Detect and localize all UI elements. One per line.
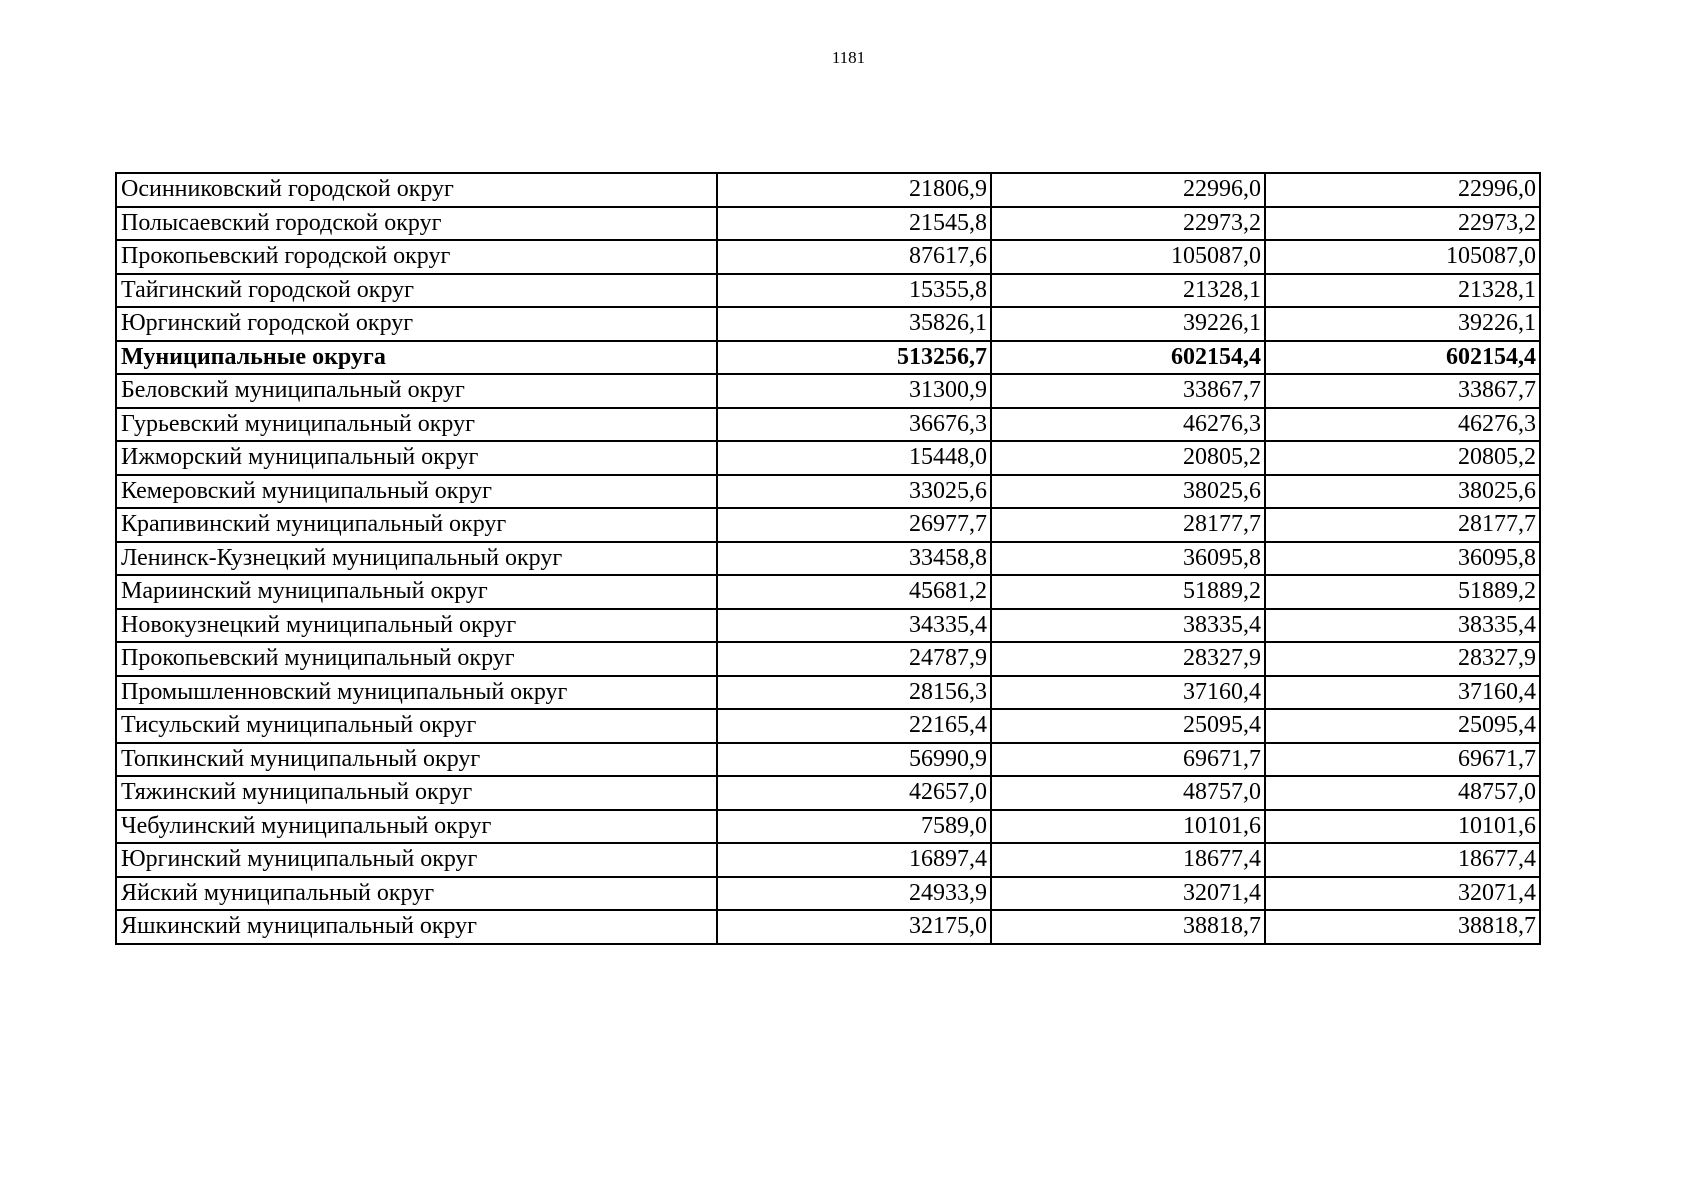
cell-municipality-name: Полысаевский городской округ <box>116 207 717 241</box>
table-row <box>116 843 1540 877</box>
table-row <box>116 609 1540 643</box>
table-row <box>116 274 1540 308</box>
table-row <box>116 642 1540 676</box>
cell-value-1: 32175,0 <box>717 910 991 944</box>
cell-municipality-name: Юргинский городской округ <box>116 307 717 341</box>
cell-value-1: 56990,9 <box>717 743 991 777</box>
cell-value-1: 35826,1 <box>717 307 991 341</box>
cell-value-3: 51889,2 <box>1265 575 1540 609</box>
cell-value-2: 22996,0 <box>991 173 1265 207</box>
cell-municipality-name: Гурьевский муниципальный округ <box>116 408 717 442</box>
cell-value-1: 16897,4 <box>717 843 991 877</box>
cell-value-3: 602154,4 <box>1265 341 1540 375</box>
cell-municipality-name: Тайгинский городской округ <box>116 274 717 308</box>
cell-value-3: 28327,9 <box>1265 642 1540 676</box>
cell-value-2: 20805,2 <box>991 441 1265 475</box>
cell-value-3: 18677,4 <box>1265 843 1540 877</box>
cell-value-1: 22165,4 <box>717 709 991 743</box>
cell-value-2: 48757,0 <box>991 776 1265 810</box>
cell-value-3: 38818,7 <box>1265 910 1540 944</box>
cell-value-3: 20805,2 <box>1265 441 1540 475</box>
cell-municipality-name: Прокопьевский муниципальный округ <box>116 642 717 676</box>
table-row <box>116 374 1540 408</box>
table-row <box>116 475 1540 509</box>
page-number: 1181 <box>831 48 866 67</box>
cell-value-2: 28327,9 <box>991 642 1265 676</box>
cell-municipality-name: Яйский муниципальный округ <box>116 877 717 911</box>
cell-value-3: 38335,4 <box>1265 609 1540 643</box>
cell-value-2: 69671,7 <box>991 743 1265 777</box>
cell-value-1: 28156,3 <box>717 676 991 710</box>
cell-value-2: 46276,3 <box>991 408 1265 442</box>
cell-value-3: 37160,4 <box>1265 676 1540 710</box>
cell-municipality-name: Яшкинский муниципальный округ <box>116 910 717 944</box>
cell-municipality-name: Ленинск-Кузнецкий муниципальный округ <box>116 542 717 576</box>
table-row-subtotal <box>116 341 1540 375</box>
cell-value-3: 28177,7 <box>1265 508 1540 542</box>
table-row <box>116 910 1540 944</box>
cell-value-2: 18677,4 <box>991 843 1265 877</box>
budget-table <box>115 172 1541 945</box>
table-row <box>116 173 1540 207</box>
cell-municipality-name: Мариинский муниципальный округ <box>116 575 717 609</box>
cell-value-1: 21545,8 <box>717 207 991 241</box>
cell-value-2: 38818,7 <box>991 910 1265 944</box>
table-row <box>116 676 1540 710</box>
cell-value-3: 10101,6 <box>1265 810 1540 844</box>
cell-value-3: 39226,1 <box>1265 307 1540 341</box>
cell-municipality-name: Чебулинский муниципальный округ <box>116 810 717 844</box>
cell-value-3: 36095,8 <box>1265 542 1540 576</box>
cell-municipality-name: Крапивинский муниципальный округ <box>116 508 717 542</box>
cell-value-1: 7589,0 <box>717 810 991 844</box>
cell-municipality-name: Ижморский муниципальный округ <box>116 441 717 475</box>
cell-value-3: 105087,0 <box>1265 240 1540 274</box>
cell-value-2: 105087,0 <box>991 240 1265 274</box>
cell-value-3: 33867,7 <box>1265 374 1540 408</box>
cell-value-2: 33867,7 <box>991 374 1265 408</box>
cell-municipality-name: Новокузнецкий муниципальный округ <box>116 609 717 643</box>
cell-value-2: 37160,4 <box>991 676 1265 710</box>
table-row <box>116 743 1540 777</box>
cell-value-2: 39226,1 <box>991 307 1265 341</box>
cell-value-3: 32071,4 <box>1265 877 1540 911</box>
cell-municipality-name: Муниципальные округа <box>116 341 717 375</box>
cell-value-1: 24787,9 <box>717 642 991 676</box>
cell-municipality-name: Осинниковский городской округ <box>116 173 717 207</box>
cell-value-3: 38025,6 <box>1265 475 1540 509</box>
table-row <box>116 709 1540 743</box>
cell-value-3: 22973,2 <box>1265 207 1540 241</box>
cell-value-1: 33025,6 <box>717 475 991 509</box>
cell-municipality-name: Тисульский муниципальный округ <box>116 709 717 743</box>
cell-municipality-name: Тяжинский муниципальный округ <box>116 776 717 810</box>
table-row <box>116 207 1540 241</box>
table-row <box>116 508 1540 542</box>
table-row <box>116 575 1540 609</box>
cell-value-3: 48757,0 <box>1265 776 1540 810</box>
cell-value-1: 36676,3 <box>717 408 991 442</box>
cell-value-1: 34335,4 <box>717 609 991 643</box>
cell-value-3: 21328,1 <box>1265 274 1540 308</box>
cell-value-1: 21806,9 <box>717 173 991 207</box>
cell-municipality-name: Кемеровский муниципальный округ <box>116 475 717 509</box>
cell-value-1: 15448,0 <box>717 441 991 475</box>
cell-municipality-name: Беловский муниципальный округ <box>116 374 717 408</box>
cell-value-3: 46276,3 <box>1265 408 1540 442</box>
cell-value-2: 38335,4 <box>991 609 1265 643</box>
table-row <box>116 240 1540 274</box>
table-row <box>116 408 1540 442</box>
cell-value-3: 69671,7 <box>1265 743 1540 777</box>
table-row <box>116 810 1540 844</box>
cell-value-2: 51889,2 <box>991 575 1265 609</box>
cell-value-1: 45681,2 <box>717 575 991 609</box>
table-row <box>116 877 1540 911</box>
cell-value-1: 33458,8 <box>717 542 991 576</box>
cell-value-2: 602154,4 <box>991 341 1265 375</box>
cell-value-2: 25095,4 <box>991 709 1265 743</box>
table-row <box>116 307 1540 341</box>
table-body <box>116 173 1540 944</box>
cell-municipality-name: Прокопьевский городской округ <box>116 240 717 274</box>
cell-value-2: 32071,4 <box>991 877 1265 911</box>
cell-value-2: 28177,7 <box>991 508 1265 542</box>
cell-value-1: 513256,7 <box>717 341 991 375</box>
cell-value-1: 42657,0 <box>717 776 991 810</box>
cell-municipality-name: Промышленновский муниципальный округ <box>116 676 717 710</box>
cell-value-2: 22973,2 <box>991 207 1265 241</box>
cell-value-1: 24933,9 <box>717 877 991 911</box>
cell-value-1: 31300,9 <box>717 374 991 408</box>
table-row <box>116 776 1540 810</box>
cell-value-2: 21328,1 <box>991 274 1265 308</box>
cell-value-1: 26977,7 <box>717 508 991 542</box>
cell-municipality-name: Топкинский муниципальный округ <box>116 743 717 777</box>
cell-value-1: 15355,8 <box>717 274 991 308</box>
table-row <box>116 441 1540 475</box>
cell-value-3: 25095,4 <box>1265 709 1540 743</box>
cell-value-3: 22996,0 <box>1265 173 1540 207</box>
cell-value-2: 36095,8 <box>991 542 1265 576</box>
cell-value-2: 10101,6 <box>991 810 1265 844</box>
cell-municipality-name: Юргинский муниципальный округ <box>116 843 717 877</box>
cell-value-1: 87617,6 <box>717 240 991 274</box>
cell-value-2: 38025,6 <box>991 475 1265 509</box>
table-row <box>116 542 1540 576</box>
